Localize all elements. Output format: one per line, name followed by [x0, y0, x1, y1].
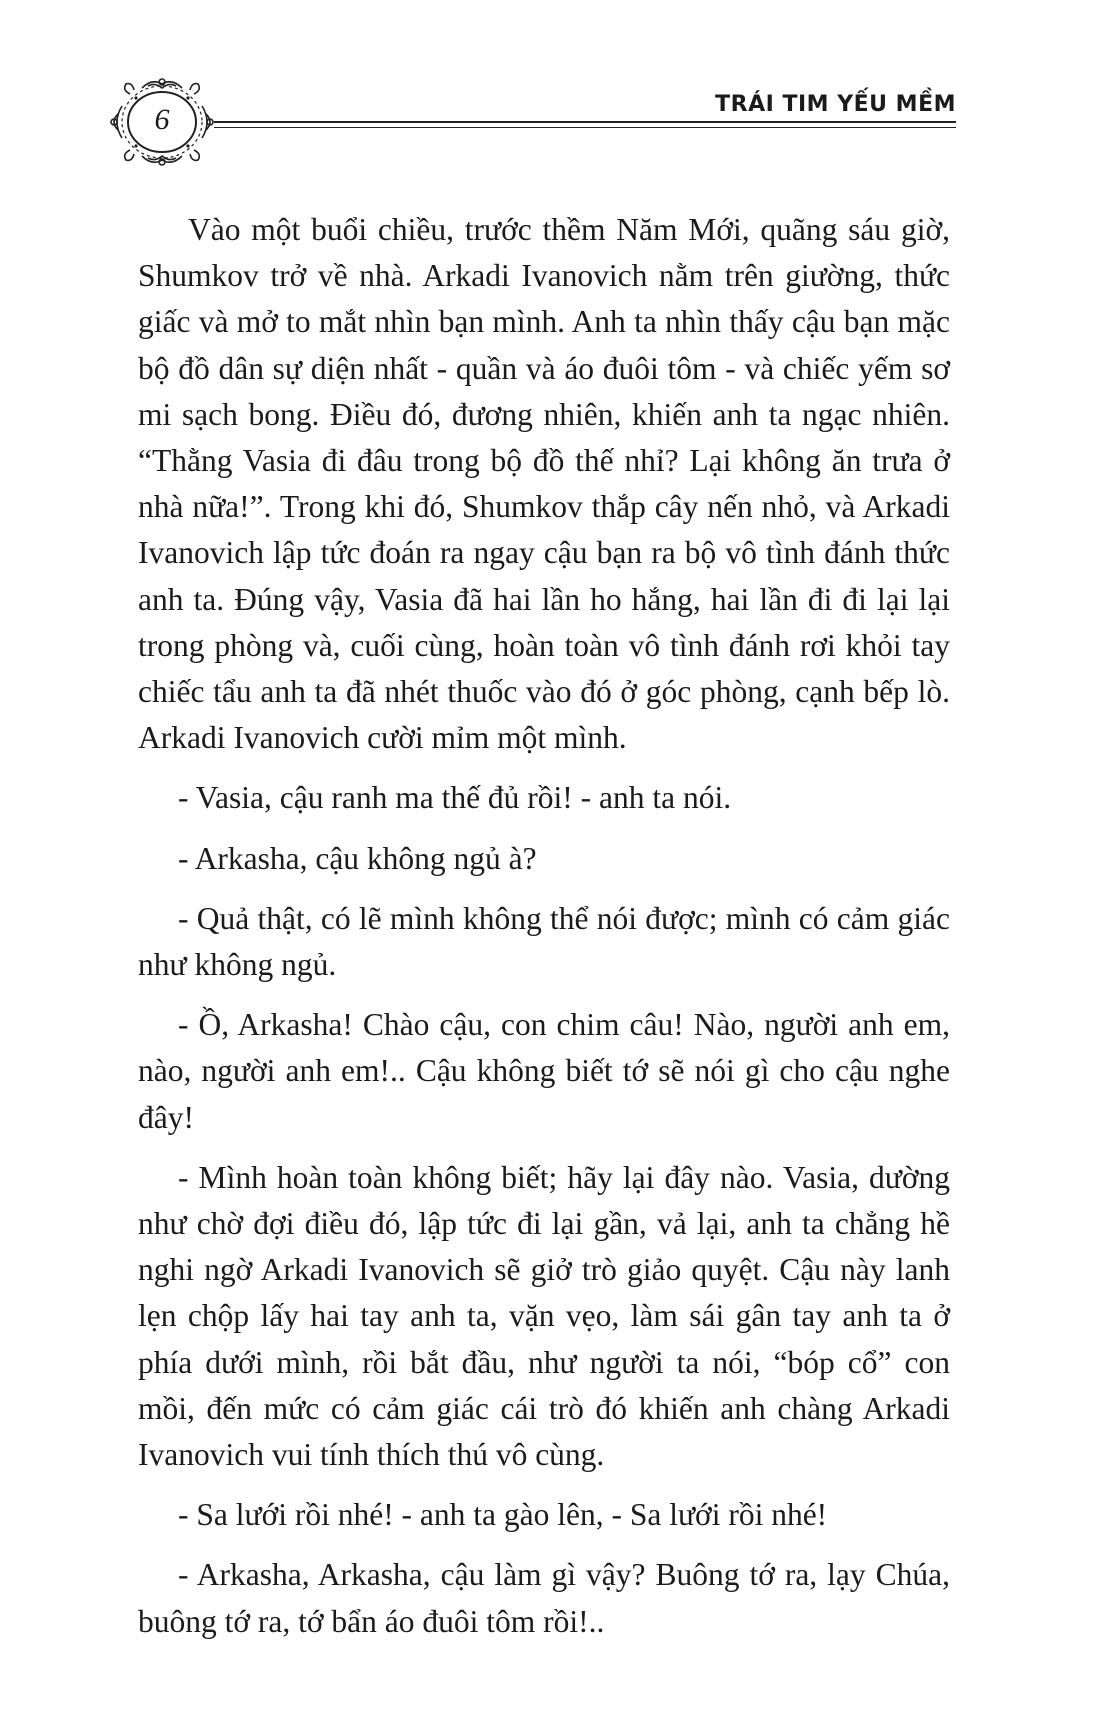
dialog-line: - Quả thật, có lẽ mình không thể nói được; mình có cảm giác như không ngủ. [138, 900, 950, 983]
header-rule [214, 121, 956, 123]
dialog-line: - Mình hoàn toàn không biết; hãy lại đây nào. Vasia, dường như chờ đợi điều đó, lập tức đi lại gần, vả lại, anh ta chẳng hề nghi ngờ Arkadi Ivanovich sẽ giở trò giảo quyệt. Cậu này lanh lẹn chộp lấy hai tay anh ta, vặn vẹo, làm sái gân tay anh ta ở phía dưới mình, rồi bắt đầu, như người ta nói, “bóp cổ” con mồi, đến mức có cảm giác cái trò đó khiến anh chàng Arkadi Ivanovich vui tính thích thú vô cùng. [138, 1159, 950, 1473]
dialog-line: - Vasia, cậu ranh ma thế đủ rồi! - anh ta nói. [178, 780, 732, 816]
dialog-line: - Arkasha, cậu không ngủ à? [178, 840, 537, 876]
dialog-line: - Arkasha, Arkasha, cậu làm gì vậy? Buông tớ ra, lạy Chúa, buông tớ ra, tớ bẩn áo đuôi tôm rồi!.. [138, 1557, 950, 1639]
header-rule-thin [214, 127, 956, 128]
dialog-line: - Ồ, Arkasha! Chào cậu, con chim câu! Nào, người anh em, nào, người anh em!.. Cậu không biết tớ sẽ nói gì cho cậu nghe đây! [138, 1007, 950, 1135]
dialog-line: - Sa lưới rồi nhé! - anh ta gào lên, - Sa lưới rồi nhé! [178, 1497, 828, 1533]
running-title: TRÁI TIM YẾU MỀM [715, 92, 956, 117]
body-text [138, 207, 950, 1659]
page-number: 6 [154, 103, 170, 136]
paragraph: Vào một buổi chiều, trước thềm Năm Mới, quãng sáu giờ, Shumkov trở về nhà. Arkadi Ivanovich nằm trên giường, thức giấc và mở to mắt nhìn bạn mình. Anh ta nhìn thấy cậu bạn mặc bộ đồ dân sự diện nhất - quần và áo đuôi tôm - và chiếc yếm sơ mi sạch bong. Điều đó, đương nhiên, khiến anh ta ngạc nhiên. “Thằng Vasia đi đâu trong bộ đồ thế nhỉ? Lại không ăn trưa ở nhà nữa!”. Trong khi đó, Shumkov thắp cây nến nhỏ, và Arkadi Ivanovich lập tức đoán ra ngay cậu bạn ra bộ vô tình đánh thức anh ta. Đúng vậy, Vasia đã hai lần ho hắng, hai lần đi đi lại lại trong phòng và, cuối cùng, hoàn toàn vô tình đánh rơi khỏi tay chiếc tẩu anh ta đã nhét thuốc vào đó ở góc phòng, cạnh bếp lò. Arkadi Ivanovich cười mỉm một mình. [138, 212, 950, 756]
